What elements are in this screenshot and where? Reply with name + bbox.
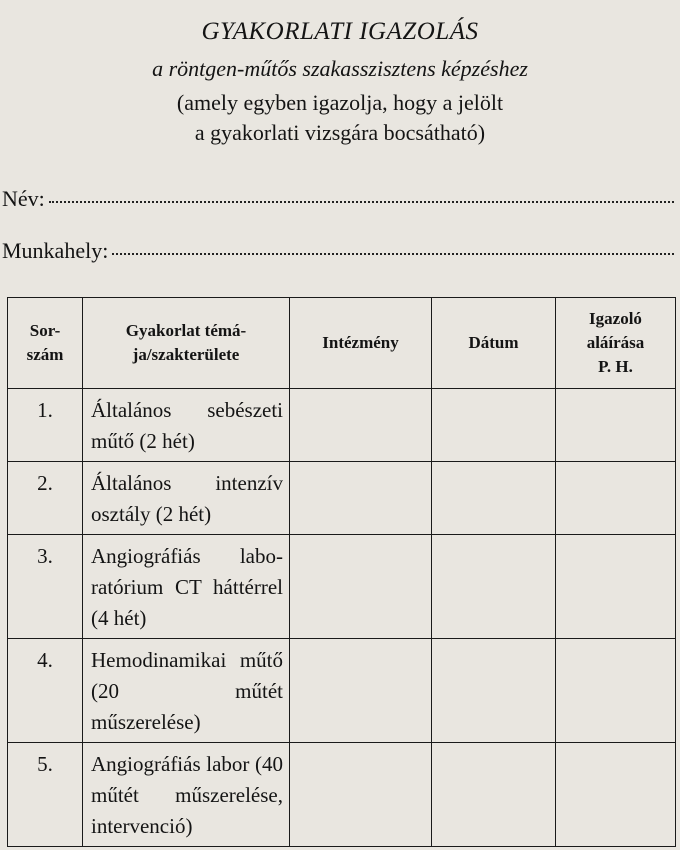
- header-signature: [556, 298, 676, 389]
- header-signature-line-3: P. H.: [598, 357, 633, 376]
- header-practice-topic: [83, 298, 290, 389]
- table-row: [8, 535, 676, 639]
- row-date-cell[interactable]: [432, 639, 556, 743]
- row-topic: Általános intenzív osztály (2 hét): [83, 462, 290, 535]
- row-signature-cell[interactable]: [556, 535, 676, 639]
- header-topic-line-1: Gyakorlat témá-: [125, 321, 247, 340]
- row-number: 4.: [8, 639, 83, 743]
- header-serial-number: [8, 298, 83, 389]
- table-header-row: [8, 298, 676, 389]
- table-row: [8, 743, 676, 847]
- eligibility-note-line-2: a gyakorlati vizsgára bocsátható): [194, 120, 486, 145]
- row-institution-cell[interactable]: [290, 535, 432, 639]
- header-institution: Intézmény: [290, 298, 432, 389]
- name-fill-line[interactable]: [49, 197, 674, 203]
- eligibility-note-line-1: (amely egyben igazolja, hogy a jelölt: [176, 90, 504, 115]
- row-date-cell[interactable]: [432, 535, 556, 639]
- row-topic: Angiográfiás laboratórium CT háttérrel (4 hét): [83, 535, 290, 639]
- row-institution-cell[interactable]: [290, 389, 432, 462]
- row-signature-cell[interactable]: [556, 462, 676, 535]
- eligibility-note: [0, 88, 680, 148]
- row-number: 3.: [8, 535, 83, 639]
- header-serial-line-2: szám: [26, 345, 64, 364]
- workplace-fill-line[interactable]: [112, 249, 674, 255]
- row-signature-cell[interactable]: [556, 743, 676, 847]
- row-number: 1.: [8, 389, 83, 462]
- row-institution-cell[interactable]: [290, 743, 432, 847]
- name-field[interactable]: [2, 186, 674, 212]
- header-date: Dátum: [432, 298, 556, 389]
- row-signature-cell[interactable]: [556, 639, 676, 743]
- page-subtitle: a röntgen-műtős szakasszisztens képzéshez: [152, 56, 528, 81]
- table-row: [8, 639, 676, 743]
- row-date-cell[interactable]: [432, 462, 556, 535]
- header-serial-line-1: Sor-: [29, 321, 61, 340]
- row-number: 2.: [8, 462, 83, 535]
- row-topic: Hemodinamikai műtő (20 műtét műszerelése): [83, 639, 290, 743]
- header-signature-line-1: Igazoló: [589, 309, 642, 328]
- table-row: [8, 462, 676, 535]
- row-date-cell[interactable]: [432, 743, 556, 847]
- row-topic: Általános sebészeti műtő (2 hét): [83, 389, 290, 462]
- header-signature-line-2: aláírása: [586, 333, 645, 352]
- workplace-field[interactable]: [2, 238, 674, 264]
- header-topic-line-2: ja/szakterülete: [132, 345, 240, 364]
- table-row: [8, 389, 676, 462]
- row-institution-cell[interactable]: [290, 462, 432, 535]
- row-number: 5.: [8, 743, 83, 847]
- row-signature-cell[interactable]: [556, 389, 676, 462]
- workplace-label: Munkahely:: [2, 238, 109, 263]
- row-date-cell[interactable]: [432, 389, 556, 462]
- row-institution-cell[interactable]: [290, 639, 432, 743]
- page-title: GYAKORLATI IGAZOLÁS: [201, 18, 479, 45]
- name-label: Név:: [2, 186, 45, 211]
- practice-table: [7, 297, 676, 847]
- row-topic: Angiográfiás labor (40 műtét műszerelése, intervenció): [83, 743, 290, 847]
